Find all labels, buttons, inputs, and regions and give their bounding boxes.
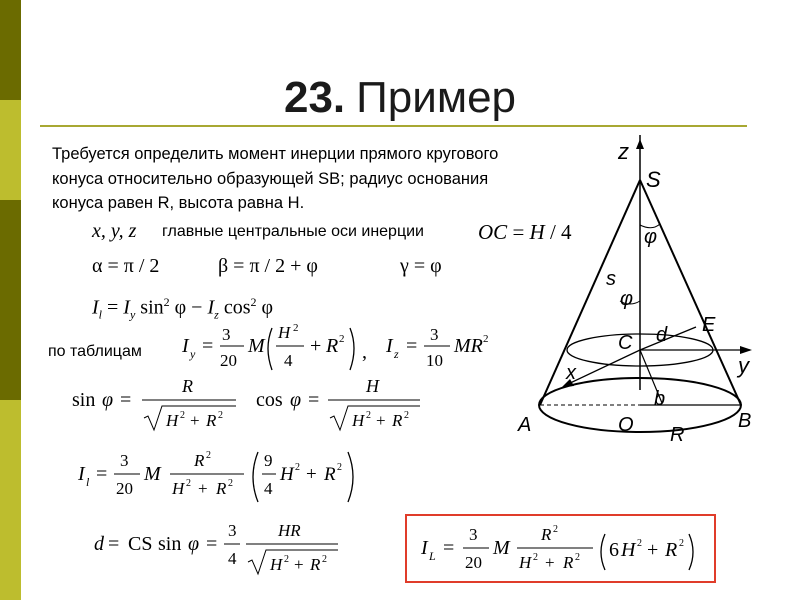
svg-text:4: 4 [284,351,293,370]
label-phi-top: φ [644,226,658,248]
title-rule [40,125,747,127]
side-stripe-dark-2 [0,200,21,400]
svg-text:=: = [120,389,132,411]
svg-text:2: 2 [404,410,409,421]
svg-text:l: l [86,475,90,489]
svg-text:I: I [386,335,393,357]
svg-text:R: R [392,411,403,430]
svg-text:sin: sin [72,389,96,411]
axes-vars: x, y, z [92,220,137,242]
svg-text:M: M [144,463,161,485]
svg-text:3: 3 [228,521,237,540]
task-line: Требуется определить момент инерции прямого кругового [52,145,499,163]
task-line: конуса относительно образующей SB; радиус основания [52,169,489,188]
svg-text:+: + [294,555,304,574]
label-s: s [606,268,616,290]
svg-text:3: 3 [469,525,478,544]
svg-text:=: = [308,389,320,411]
svg-text:y: y [190,347,196,361]
svg-text:H: H [166,411,179,430]
svg-text:R: R [563,553,574,572]
slide-title [0,70,800,126]
formula-il-substituted [74,444,374,510]
svg-text:4: 4 [228,549,237,568]
svg-text:4: 4 [264,479,273,498]
svg-text:L: L [429,549,436,563]
label-phi-mid: φ [620,288,634,310]
cone-diagram [500,135,800,465]
svg-text:R: R [206,411,217,430]
svg-text:2: 2 [228,478,233,489]
svg-text:2: 2 [293,322,299,334]
svg-text:+: + [647,539,659,561]
formula-alpha: α = π / 2 [92,255,160,277]
side-stripe-light-2 [0,400,21,600]
svg-text:φ: φ [290,389,302,411]
svg-text:+: + [190,411,200,430]
answer-box [405,514,716,583]
svg-text:I: I [182,335,189,357]
svg-text:R: R [665,539,678,561]
by-tables-label: по таблицам [48,343,142,360]
svg-text:2: 2 [218,410,223,421]
svg-text:R: R [310,555,321,574]
label-S: S [646,167,661,192]
svg-text:HR: HR [278,521,301,540]
svg-text:9: 9 [264,451,273,470]
slide-number: 23. [283,73,346,122]
svg-text:sin: sin [158,533,182,555]
formula-gamma: γ = φ [400,255,442,277]
svg-text:R: R [182,376,193,396]
svg-text:2: 2 [553,524,558,535]
svg-text:φ: φ [102,389,114,411]
svg-text:2: 2 [322,554,327,565]
svg-text:2: 2 [180,410,185,421]
svg-text:R: R [216,479,227,498]
svg-text:=: = [443,537,455,559]
svg-text:2: 2 [339,333,345,345]
label-O: O [618,414,634,436]
svg-text:3: 3 [120,451,129,470]
label-R: R [670,424,685,446]
svg-text:H: H [366,376,379,396]
svg-text:H: H [621,539,636,561]
svg-text:R: R [541,525,552,544]
svg-text:2: 2 [366,410,371,421]
label-C: C [618,332,633,354]
svg-text:2: 2 [284,554,289,565]
svg-text:R: R [324,464,336,485]
svg-text:2: 2 [679,538,684,549]
svg-text:=: = [202,335,214,357]
svg-text:H: H [278,323,291,342]
svg-text:+: + [376,411,386,430]
svg-text:+: + [306,464,317,485]
svg-text:2: 2 [637,538,642,549]
svg-text:10: 10 [426,351,443,370]
svg-text:z: z [394,347,399,361]
svg-text:φ: φ [188,533,200,555]
task-statement [52,142,572,216]
svg-text:H: H [270,555,283,574]
formula-oc: OC = H / 4 [478,220,572,244]
svg-text:MR: MR [454,335,483,357]
svg-text:6: 6 [609,539,619,561]
svg-text:20: 20 [116,479,133,498]
svg-text:=: = [206,533,218,555]
svg-text:d: d [94,533,104,555]
slide-title-text: Пример [356,73,517,122]
svg-text:2: 2 [186,478,191,489]
svg-text:3: 3 [430,325,439,344]
svg-text:2: 2 [206,450,211,461]
svg-text:+: + [545,553,555,572]
label-x: x [566,362,576,384]
label-B: B [738,410,752,432]
svg-text:=: = [96,463,108,485]
label-y: y [738,353,749,378]
svg-text:CS: CS [128,533,153,555]
svg-text:+: + [310,335,322,357]
svg-text:=: = [406,335,418,357]
cone-side-sb [640,180,741,405]
svg-text:2: 2 [533,552,538,563]
formula-result [407,516,714,581]
formula-sin-cos [70,372,430,436]
svg-text:20: 20 [220,351,237,370]
label-A: A [518,414,532,436]
svg-text:=: = [108,533,120,555]
label-z: z [618,139,629,164]
svg-text:H: H [519,553,532,572]
svg-text:2: 2 [337,462,342,473]
label-d: d [656,324,668,346]
svg-text:M: M [493,537,510,559]
label-b: b [654,388,666,410]
svg-text:2: 2 [483,333,489,345]
svg-text:I: I [421,537,428,559]
svg-text:cos: cos [256,389,283,411]
formula-beta: β = π / 2 + φ [218,255,318,277]
svg-text:2: 2 [295,462,300,473]
svg-text:R: R [326,335,339,357]
svg-text:I: I [78,463,85,485]
svg-text:20: 20 [465,553,482,572]
task-line: конуса равен R, высота равна H. [52,194,305,212]
svg-text:,: , [362,341,367,363]
formula-iy-iz [178,318,498,378]
svg-text:3: 3 [222,325,231,344]
svg-text:R: R [194,451,205,470]
svg-text:M: M [248,335,265,357]
svg-text:H: H [280,464,294,485]
svg-text:2: 2 [575,552,580,563]
label-E: E [702,314,716,336]
svg-text:H: H [172,479,185,498]
svg-text:+: + [198,479,208,498]
svg-text:H: H [352,411,365,430]
formula-d [92,514,352,580]
main-axes-label: главные центральные оси инерции [162,223,424,240]
formula-il-general: $I_l = I_y$ $\sin^2 \varphi - I_z$ $\cos^2 \varphi$ [92,295,274,322]
